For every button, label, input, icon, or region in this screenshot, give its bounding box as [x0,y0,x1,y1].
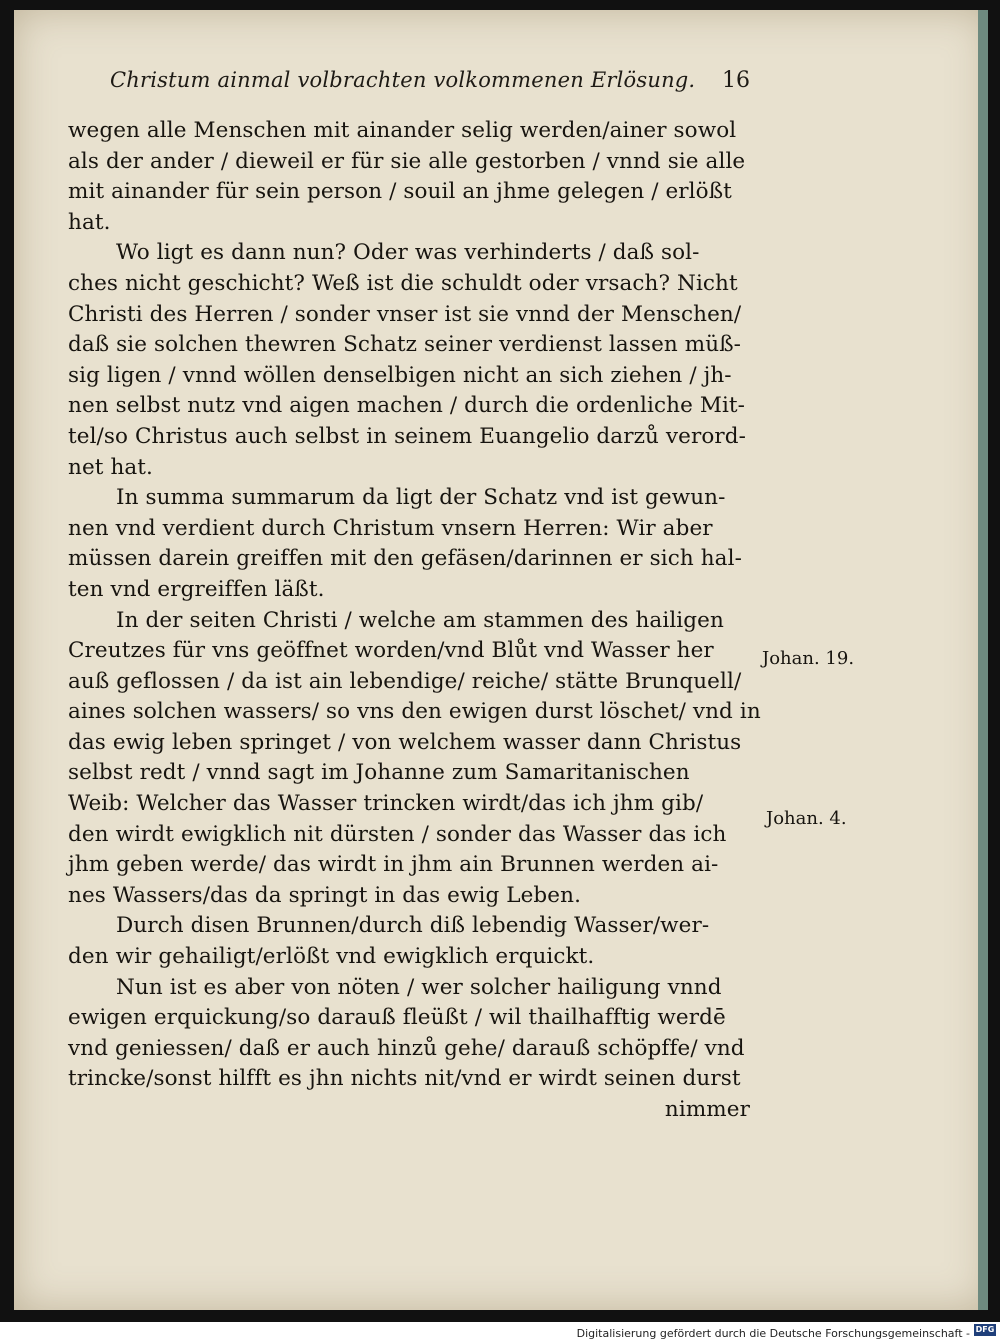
text-line: wegen alle Menschen mit ainander selig werden/ainer sowol [68,118,737,143]
footer-bar [0,1322,1000,1339]
text-line: ches nicht geschicht? Weß ist die schuldt oder vrsach? Nicht [68,270,738,296]
text-line: Christi des Herren / sonder vnser ist sie vnnd der Menschen/ [68,301,742,327]
text-line: nen selbst nutz vnd aigen machen / durch die ordenliche Mit- [68,393,746,419]
page-number: 16 [722,68,750,93]
text-line: Wo ligt es dann nun? Oder was verhinderts / daß sol- [116,240,700,266]
text-line: ten vnd ergreiffen läßt. [68,576,325,602]
text-line: müssen darein greiffen mit den gefäsen/darinnen er sich hal- [68,546,742,572]
text-line: trincke/sonst hilfft es jhn nichts nit/vnd er wirdt seinen durst [68,1066,741,1092]
text-line: als der ander / dieweil er für sie alle gestorben / vnnd sie alle [68,148,746,174]
text-line: hat. [68,209,111,235]
text-line: nen vnd verdient durch Christum vnsern Herren: Wir aber [68,515,713,541]
text-line: net hat. [68,454,153,480]
text-line: aines solchen wassers/ so vns den ewigen durst löschet/ vnd in [68,699,761,725]
text-line: ewigen erquickung/so darauß fleüßt / wil thailhafftig werdē [68,1005,726,1031]
margin-note-johan-19: Johan. 19. [762,648,855,669]
text-line: das ewig leben springet / von welchem wasser dann Christus [68,729,742,755]
margin-note-johan-4: Johan. 4. [766,808,847,829]
text-line: mit ainander für sein person / souil an jhme gelegen / erlößt [68,179,732,205]
text-line: tel/so Christus auch selbst in seinem Euangelio darzů verord- [68,423,746,449]
text-line: Creutzes für vns geöffnet worden/vnd Blůt vnd Wasser her [68,638,714,664]
text-line: In der seiten Christi / welche am stammen des hailigen [116,607,724,633]
body-text [68,116,761,1126]
text-line: den wir gehailigt/erlößt vnd ewigklich erquickt. [68,944,595,970]
book-page [14,10,988,1310]
text-line: jhm geben werde/ das wirdt in jhm ain Brunnen werden ai- [68,852,719,878]
page-header [110,68,750,108]
catchword: nimmer [664,1097,750,1122]
text-line: sig ligen / vnnd wöllen denselbigen nicht an sich ziehen / jh- [68,362,732,388]
dfg-logo-icon: DFG [975,1325,995,1334]
text-line: daß sie solchen thewren Schatz seiner verdienst lassen müß- [68,332,742,358]
digitization-credit: Digitalisierung gefördert durch die Deutsche Forschungsgemeinschaft - [576,1327,970,1340]
text-line: nes Wassers/das da springt in das ewig Leben. [68,882,582,908]
text-line: vnd geniessen/ daß er auch hinzů gehe/ darauß schöpffe/ vnd [68,1035,745,1061]
text-line: auß geflossen / da ist ain lebendige/ reiche/ stätte Brunquell/ [68,668,742,694]
text-line: Weib: Welcher das Wasser trincken wirdt/das ich jhm gib/ [68,791,704,817]
text-line: den wirdt ewigklich nit dürsten / sonder das Wasser das ich [68,821,727,847]
text-line: Durch disen Brunnen/durch diß lebendig Wasser/wer- [116,913,710,939]
text-line: Nun ist es aber von nöten / wer solcher hailigung vnnd [116,974,722,1000]
text-line: selbst redt / vnnd sagt im Johanne zum Samaritanischen [68,760,690,786]
running-head: Christum ainmal volbrachten volkommenen Erlösung. [110,68,696,92]
text-line: In summa summarum da ligt der Schatz vnd ist gewun- [116,485,726,511]
